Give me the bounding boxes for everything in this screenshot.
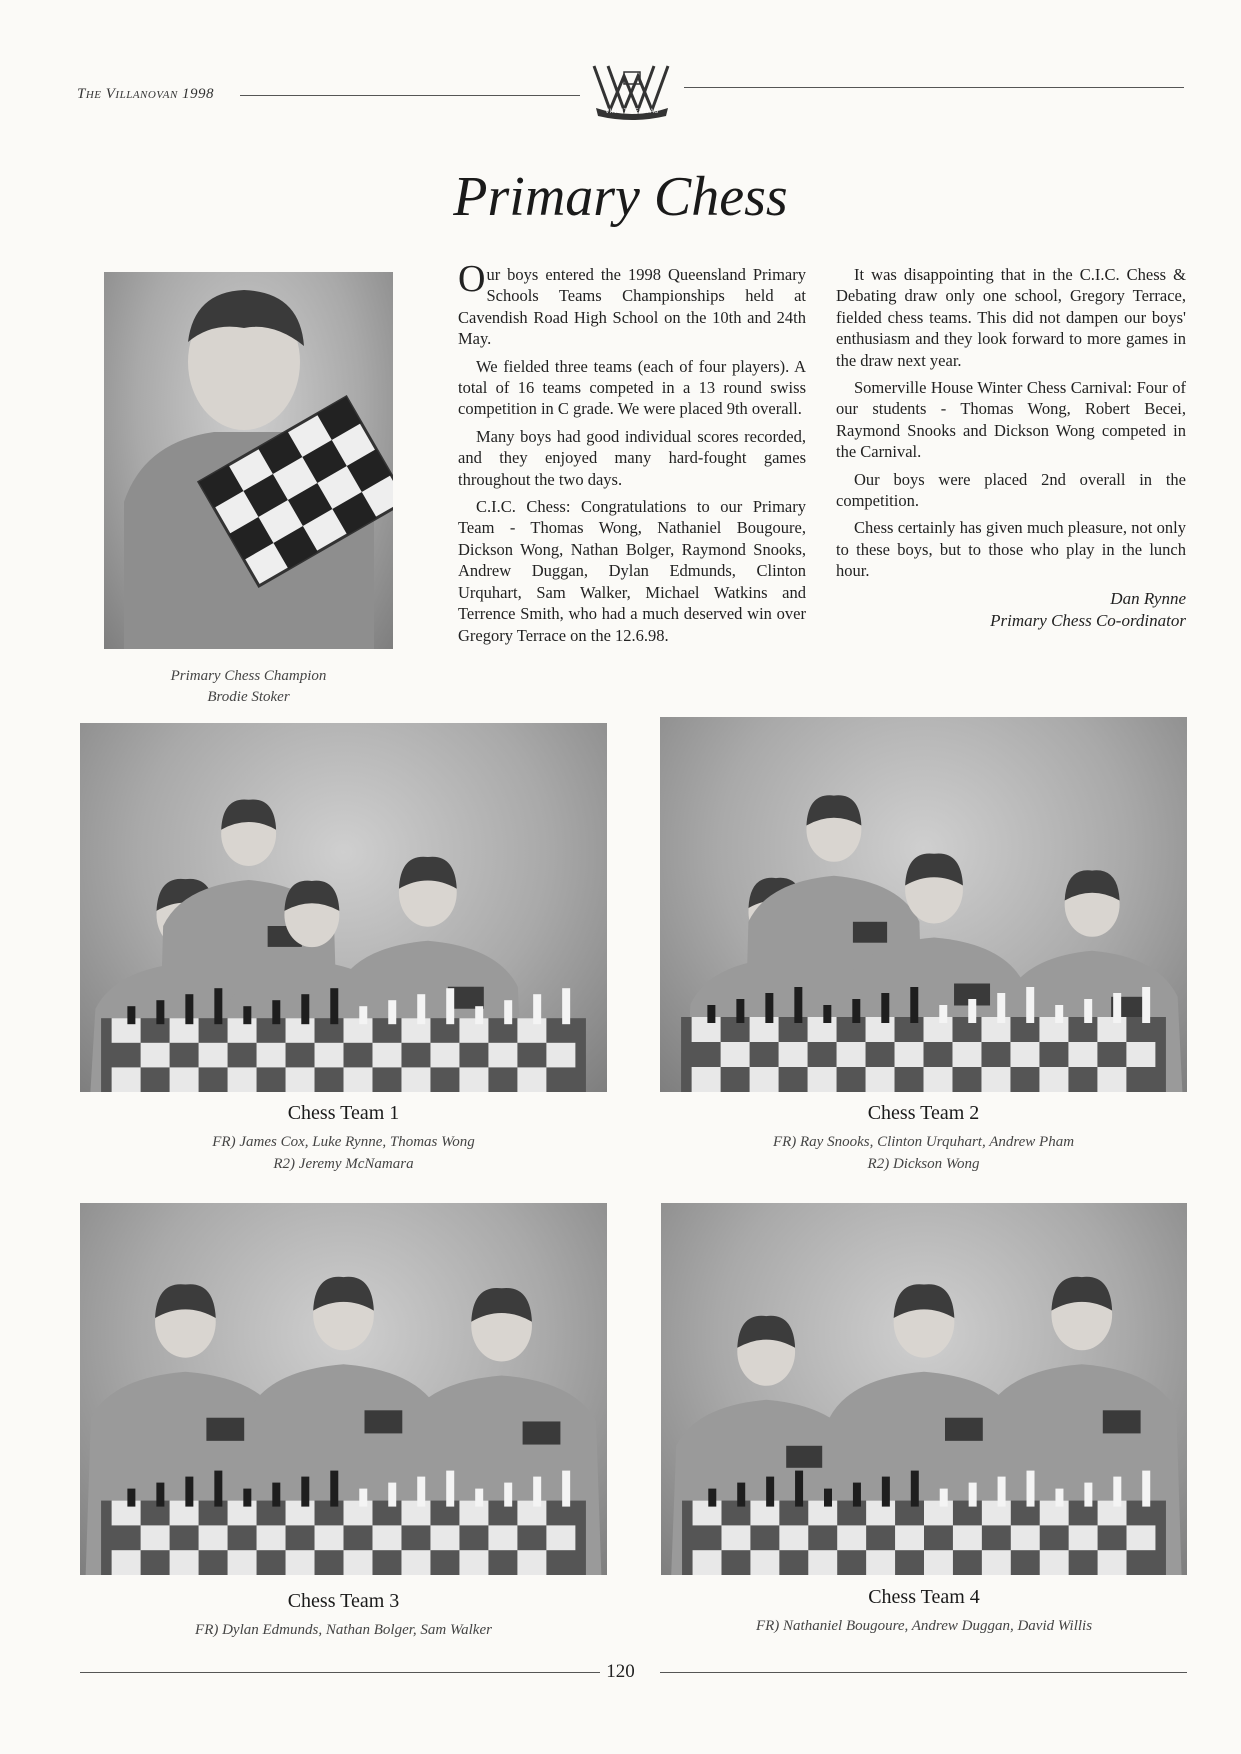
article-paragraph: We fielded three teams (each of four players). A total of 16 teams competed in a 13 round swiss competition in C grade. We were placed 9th overall. xyxy=(458,356,806,419)
logo-motto: VINCIT VERITAS xyxy=(605,109,659,115)
champion-caption-name: Brodie Stoker xyxy=(207,689,290,705)
team-members-row-two: R2) Dickson Wong xyxy=(867,1156,980,1172)
article-paragraph: Our boys were placed 2nd overall in the competition. xyxy=(836,469,1186,511)
team-members-front-row: FR) Dylan Edmunds, Nathan Bolger, Sam Walker xyxy=(195,1622,492,1638)
team-members-front-row: FR) James Cox, Luke Rynne, Thomas Wong xyxy=(212,1134,475,1150)
team-members-front-row: FR) Nathaniel Bougoure, Andrew Duggan, David Willis xyxy=(755,1618,1093,1634)
running-header xyxy=(77,86,214,103)
team-title: Chess Team 2 xyxy=(867,1102,980,1124)
header-rule-left xyxy=(240,95,580,96)
article-column-1 xyxy=(458,258,806,652)
article-column-2 xyxy=(836,264,1186,632)
champion-photo xyxy=(104,272,393,649)
team-1-photo xyxy=(80,723,607,1092)
signature-name: Dan Rynne xyxy=(1110,588,1186,608)
publication-name: The Villanovan xyxy=(77,86,178,102)
article-paragraph: Many boys had good individual scores recorded, and they enjoyed many hard-fought games throughout the two days. xyxy=(458,426,806,489)
article-paragraph: C.I.C. Chess: Congratulations to our Primary Team - Thomas Wong, Nathaniel Bougoure, Dickson Wong, Nathan Bolger, Raymond Snooks, Andrew Duggan, Dylan Edmunds, Clinton Urquhart, Sam Walker, Michael Watkins and Terrence Smith, who had a much deserved win over Gregory Terrace on the 12.6.98. xyxy=(458,497,806,645)
team-members-front-row: FR) Ray Snooks, Clinton Urquhart, Andrew Pham xyxy=(772,1134,1075,1150)
article-paragraph: Somerville House Winter Chess Carnival: Four of our students - Thomas Wong, Robert Becei, Raymond Snooks and Dickson Wong competed in the Carnival. xyxy=(836,378,1186,462)
signature-role: Primary Chess Co-ordinator xyxy=(990,610,1186,630)
team-4-photo xyxy=(661,1203,1187,1575)
article-paragraph: It was disappointing that in the C.I.C. Chess & Debating draw only one school, Gregory Terrace, fielded chess teams. This did not dampen our boys' enthusiasm and they look forward to more games in the draw next year. xyxy=(836,265,1186,370)
drop-cap: O xyxy=(458,258,486,300)
team-1-caption xyxy=(80,1102,607,1175)
page-title: Primary Chess xyxy=(453,166,788,228)
page-number: 120 xyxy=(606,1661,635,1682)
team-2-caption xyxy=(660,1102,1187,1175)
team-title: Chess Team 1 xyxy=(287,1102,400,1124)
header-rule-right xyxy=(684,87,1184,88)
team-2-photo xyxy=(660,717,1187,1092)
team-4-caption xyxy=(661,1586,1187,1637)
champion-caption xyxy=(104,666,393,708)
team-3-photo xyxy=(80,1203,607,1575)
champion-caption-title: Primary Chess Champion xyxy=(170,668,327,684)
article-paragraph: Our boys entered the 1998 Queensland Primary Schools Teams Championships held at Cavendish Road High School on the 10th and 24th May. xyxy=(458,258,806,349)
team-title: Chess Team 4 xyxy=(868,1586,980,1608)
team-members-row-two: R2) Jeremy McNamara xyxy=(273,1156,414,1172)
team-title: Chess Team 3 xyxy=(287,1590,400,1612)
publication-year: 1998 xyxy=(182,86,215,102)
team-3-caption xyxy=(80,1590,607,1641)
article-paragraph: Chess certainly has given much pleasure, not only to these boys, but to those who play in the lunch hour. xyxy=(836,518,1186,581)
